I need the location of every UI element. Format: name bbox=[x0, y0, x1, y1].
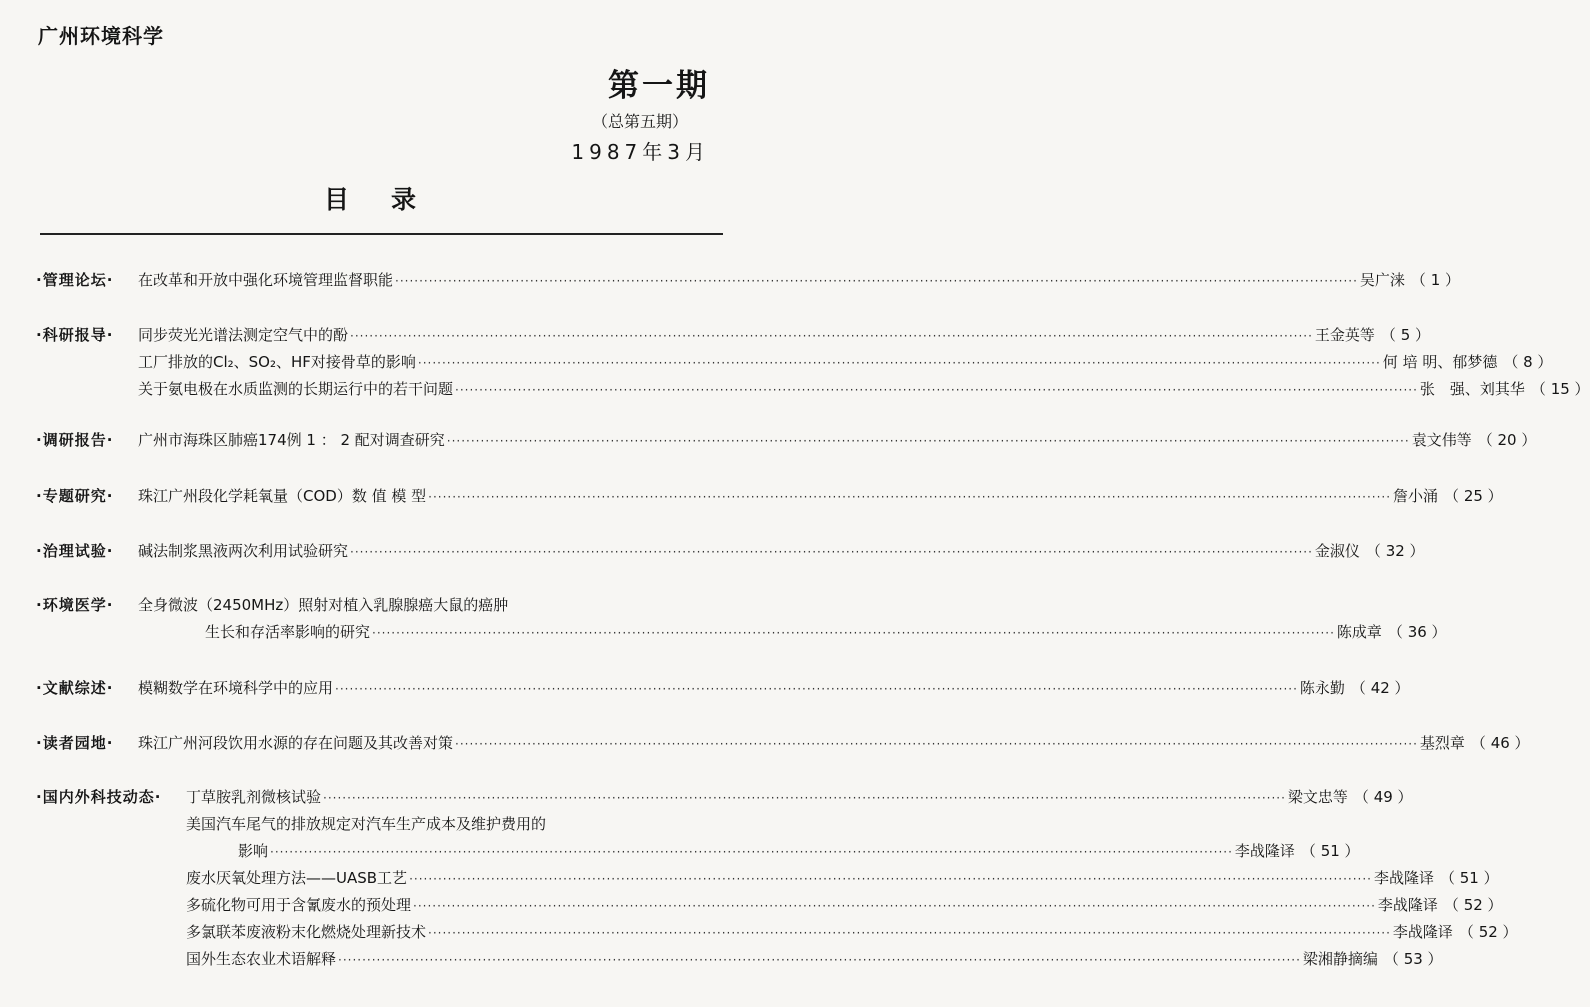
toc-entry-continuation-line bbox=[238, 838, 1360, 864]
toc-entry-page: （ 25 ） bbox=[1444, 487, 1503, 505]
issue-date: 1987年3月 bbox=[571, 140, 710, 164]
toc-entry bbox=[138, 538, 1425, 564]
toc-entry-author: 陈永勤 bbox=[1299, 679, 1345, 697]
toc-entry-title: 国外生态农业术语解释 bbox=[186, 950, 337, 968]
toc-category: ·读者园地· bbox=[36, 734, 114, 752]
toc-entry-author: 李战隆译 bbox=[1377, 896, 1438, 914]
toc-entry-author: 金淑仪 bbox=[1314, 542, 1360, 560]
toc-entry-author: 何 培 明、郁梦德 bbox=[1382, 353, 1498, 371]
toc-entry-title: 丁草胺乳剂微核试验 bbox=[186, 788, 322, 806]
toc-entry-title: 碱法制浆黑液两次利用试验研究 bbox=[138, 542, 349, 560]
toc-entry-author: 陈成章 bbox=[1336, 623, 1382, 641]
toc-entry bbox=[186, 892, 1503, 918]
dot-leader: ········································································································································································································ bbox=[270, 845, 1233, 859]
toc-entry bbox=[138, 675, 1410, 701]
toc-entry-author: 李战隆译 bbox=[1392, 923, 1453, 941]
toc-entry-page: （ 15 ） bbox=[1530, 380, 1590, 398]
toc-category: ·治理试验· bbox=[36, 542, 114, 560]
toc-entry-title: 多硫化物可用于含氰废水的预处理 bbox=[186, 896, 412, 914]
toc-entry-page: （ 5 ） bbox=[1380, 326, 1431, 344]
dot-leader: ········································································································································································································ bbox=[395, 274, 1358, 288]
toc-entry bbox=[186, 865, 1499, 891]
toc-entry-page: （ 52 ） bbox=[1458, 923, 1518, 941]
toc-entry-title: 全身微波（2450MHz）照射对植入乳腺腺癌大鼠的癌肿 bbox=[138, 596, 509, 614]
toc-category: ·文献综述· bbox=[36, 679, 114, 697]
dot-leader: ········································································································································································································ bbox=[338, 953, 1301, 967]
toc-entry bbox=[138, 267, 1461, 293]
toc-entry-page: （ 32 ） bbox=[1365, 542, 1425, 560]
toc-entry-page: （ 52 ） bbox=[1443, 896, 1503, 914]
toc-entry-title: 珠江广州河段饮用水源的存在问题及其改善对策 bbox=[138, 734, 454, 752]
toc-entry-page: （ 1 ） bbox=[1410, 271, 1461, 289]
toc-category: ·国内外科技动态· bbox=[36, 788, 162, 806]
toc-entry-page: （ 49 ） bbox=[1353, 788, 1413, 806]
toc-entry-title: 同步荧光光谱法测定空气中的酚 bbox=[138, 326, 349, 344]
toc-entry bbox=[138, 427, 1537, 453]
toc-entry-title: 模糊数学在环境科学中的应用 bbox=[138, 679, 334, 697]
dot-leader: ········································································································································································································ bbox=[413, 899, 1376, 913]
toc-category: ·管理论坛· bbox=[36, 271, 114, 289]
toc-entry bbox=[186, 784, 1413, 810]
toc-entry-continuation: 生长和存活率影响的研究 bbox=[205, 623, 371, 641]
toc-entry-title: 美国汽车尾气的排放规定对汽车生产成本及维护费用的 bbox=[186, 815, 547, 833]
toc-entry-page: （ 51 ） bbox=[1300, 842, 1360, 860]
dot-leader: ········································································································································································································ bbox=[455, 383, 1418, 397]
issue-title: 第一期 bbox=[608, 68, 710, 104]
toc-entry-page: （ 8 ） bbox=[1503, 353, 1553, 371]
toc-entry-author: 基烈章 bbox=[1419, 734, 1465, 752]
dot-leader: ········································································································································································································ bbox=[350, 545, 1313, 559]
toc-entry-continuation-line bbox=[205, 619, 1447, 645]
toc-entry-page: （ 20 ） bbox=[1477, 431, 1537, 449]
toc-entry-author: 詹小涌 bbox=[1393, 487, 1439, 505]
toc-entry-author: 李战隆译 bbox=[1373, 869, 1434, 887]
toc-entry-title: 广州市海珠区肺癌174例 1 ： 2 配对调查研究 bbox=[138, 431, 445, 449]
toc-entry bbox=[138, 483, 1503, 509]
toc-entry-title: 废水厌氧处理方法——UASB工艺 bbox=[186, 869, 408, 887]
dot-leader: ········································································································································································································ bbox=[446, 434, 1410, 448]
toc-entry-author: 吴广涞 bbox=[1359, 271, 1405, 289]
toc-entry bbox=[186, 946, 1443, 972]
toc-entry-page: （ 36 ） bbox=[1387, 623, 1447, 641]
toc-entry bbox=[186, 919, 1518, 945]
toc-entry bbox=[138, 376, 1590, 402]
toc-category: ·科研报导· bbox=[36, 326, 114, 344]
toc-entry bbox=[138, 322, 1431, 348]
dot-leader: ········································································································································································································ bbox=[428, 490, 1392, 504]
dot-leader: ········································································································································································································ bbox=[350, 329, 1313, 343]
toc-entry-title: 珠江广州段化学耗氧量（COD）数 值 模 型 bbox=[138, 487, 427, 505]
toc-entry-author: 张 强、刘其华 bbox=[1419, 380, 1525, 398]
toc-entry-author: 梁文忠等 bbox=[1287, 788, 1348, 806]
dot-leader: ········································································································································································································ bbox=[372, 626, 1335, 640]
toc-entry bbox=[138, 730, 1530, 756]
toc-entry-title: 工厂排放的Cl₂、SO₂、HF对接骨草的影响 bbox=[138, 353, 416, 371]
header-rule bbox=[40, 233, 723, 235]
toc-entry-page: （ 42 ） bbox=[1350, 679, 1410, 697]
toc-entry-author: 李战隆译 bbox=[1234, 842, 1295, 860]
toc-entry-author: 袁文伟等 bbox=[1411, 431, 1472, 449]
toc-entry-page: （ 46 ） bbox=[1470, 734, 1530, 752]
dot-leader: ········································································································································································································ bbox=[409, 872, 1372, 886]
toc-category: ·调研报告· bbox=[36, 431, 114, 449]
toc-category: ·环境医学· bbox=[36, 596, 114, 614]
dot-leader: ········································································································································································································ bbox=[417, 356, 1381, 370]
dot-leader: ········································································································································································································ bbox=[335, 682, 1298, 696]
toc-entry-author: 梁湘静摘编 bbox=[1302, 950, 1378, 968]
toc-entry-author: 王金英等 bbox=[1314, 326, 1375, 344]
toc-entry bbox=[186, 811, 546, 837]
toc-entry bbox=[138, 349, 1553, 375]
toc-entry-title: 关于氨电极在水质监测的长期运行中的若干问题 bbox=[138, 380, 454, 398]
issue-block bbox=[510, 60, 710, 165]
toc-entry bbox=[138, 592, 508, 618]
journal-name: 广州环境科学 bbox=[38, 24, 164, 48]
toc-entry-continuation: 影响 bbox=[238, 842, 269, 860]
dot-leader: ········································································································································································································ bbox=[455, 737, 1418, 751]
toc-entry-title: 多氯联苯废液粉末化燃烧处理新技术 bbox=[186, 923, 427, 941]
toc-entry-title: 在改革和开放中强化环境管理监督职能 bbox=[138, 271, 394, 289]
toc-title: 目录 bbox=[323, 185, 458, 214]
toc-entry-page: （ 51 ） bbox=[1439, 869, 1499, 887]
total-issue-number: （总第五期） bbox=[591, 112, 688, 131]
dot-leader: ········································································································································································································ bbox=[323, 791, 1286, 805]
toc-category: ·专题研究· bbox=[36, 487, 114, 505]
toc-entry-page: （ 53 ） bbox=[1383, 950, 1443, 968]
dot-leader: ········································································································································································································ bbox=[428, 926, 1391, 940]
